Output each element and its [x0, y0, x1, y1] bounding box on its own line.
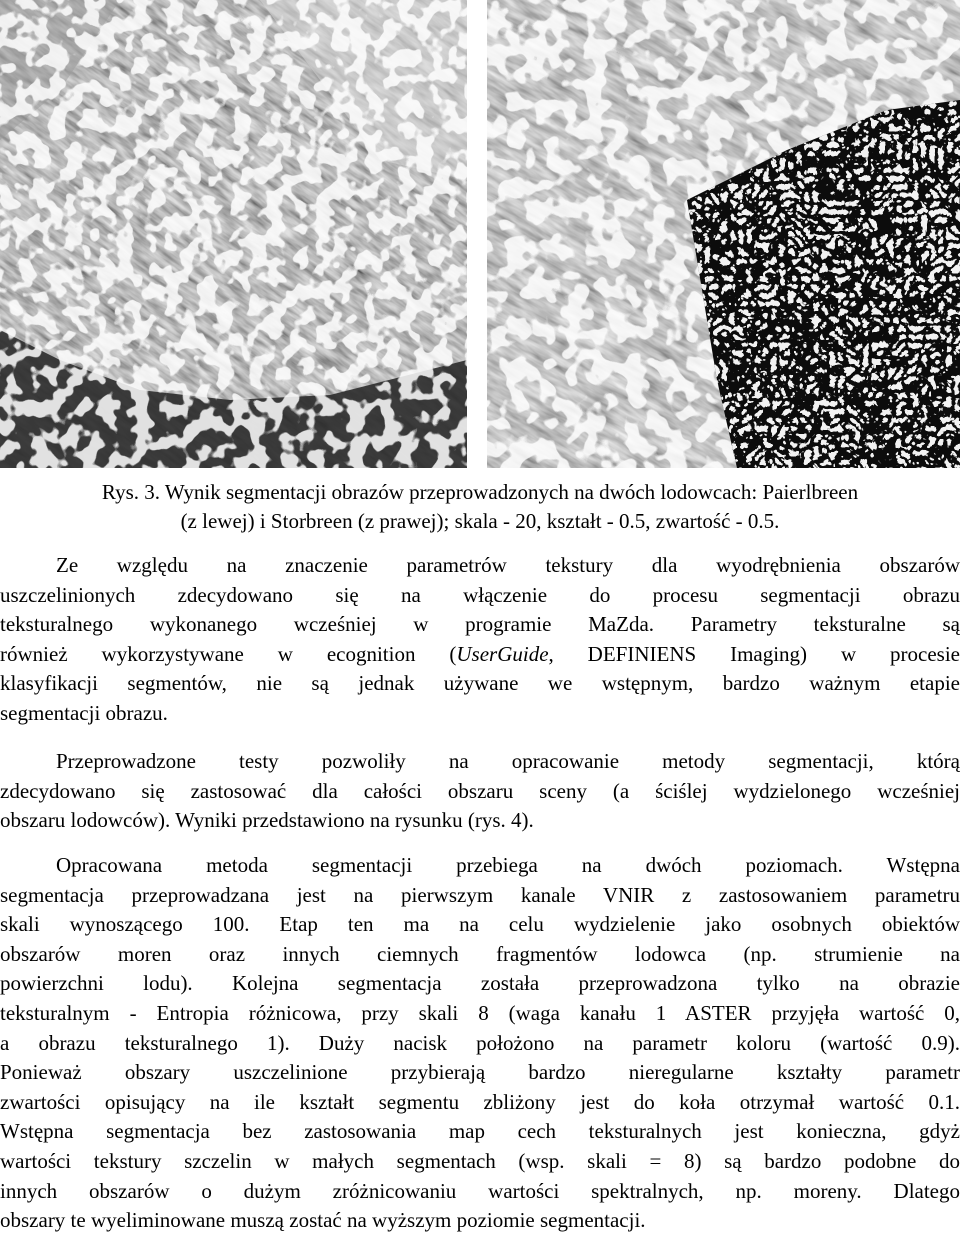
- paragraph-line: teksturalnym - Entropia różnicowa, przy skali 8 (waga kanału 1 ASTER przyjęła wartość 0,: [0, 1000, 960, 1025]
- paragraph-line: skali wynoszącego 100. Etap ten ma na celu wydzielenie jako osobnych obiektów: [0, 912, 960, 937]
- paragraph-line: Ponieważ obszary uszczelinione przybierają bardzo nieregularne kształty parametr: [0, 1060, 960, 1085]
- paragraph-line: uszczelinionych zdecydowano się na włączenie do procesu segmentacji obrazu: [0, 582, 960, 607]
- figure-caption-line-2: (z lewej) i Storbreen (z prawej); skala - 20, kształt - 0.5, zwartość - 0.5.: [180, 509, 780, 533]
- paragraph-1: [0, 551, 960, 729]
- italic-term: UserGuide: [456, 641, 549, 666]
- segmentation-image-right: [487, 0, 960, 468]
- paragraph-line: zwartości opisujący na ile kształt segmentu zbliżony jest do koła otrzymał wartość 0.1.: [0, 1089, 960, 1114]
- paragraph-line: obszaru lodowców). Wyniki przedstawiono na rysunku (rys. 4).: [0, 808, 534, 833]
- paragraph-line: obszary te wyeliminowane muszą zostać na wyższym poziomie segmentacji.: [0, 1208, 646, 1233]
- paragraph-line: segmentacji obrazu.: [0, 700, 168, 725]
- paragraph-line: innych obszarów o dużym zróżnicowaniu wartości spektralnych, np. moreny. Dlatego: [0, 1178, 960, 1203]
- paragraph-line: klasyfikacji segmentów, nie są jednak używane we wstępnym, bardzo ważnym etapie: [0, 671, 960, 696]
- paragraph-line: zdecydowano się zastosować dla całości obszaru sceny (a ściślej wydzielonego wcześniej: [0, 778, 960, 803]
- paragraph-line: a obrazu teksturalnego 1). Duży nacisk położono na parametr koloru (wartość 0.9).: [0, 1030, 960, 1055]
- segmentation-image-left: [0, 0, 467, 468]
- paragraph-line: wartości tekstury szczelin w małych segmentach (wsp. skali = 8) są bardzo podobne do: [0, 1148, 960, 1173]
- paragraph-line: również wykorzystywane w ecognition (UserGuide, DEFINIENS Imaging) w procesie: [0, 641, 960, 666]
- paragraph-line: obszarów moren oraz innych ciemnych fragmentów lodowca (np. strumienie na: [0, 941, 960, 966]
- paragraph-line: powierzchni lodu). Kolejna segmentacja została przeprowadzona tylko na obrazie: [0, 971, 960, 996]
- paragraph-line: teksturalnego wykonanego wcześniej w programie MaZda. Parametry teksturalne są: [0, 612, 960, 637]
- paragraph-line: segmentacja przeprowadzana jest na pierwszym kanale VNIR z zastosowaniem parametru: [0, 882, 960, 907]
- paragraph-line: Przeprowadzone testy pozwoliły na opracowanie metody segmentacji, którą: [56, 749, 960, 773]
- segmentation-image-left-graphic: [0, 0, 467, 468]
- figure-caption-line-1: Rys. 3. Wynik segmentacji obrazów przeprowadzonych na dwóch lodowcach: Paierlbreen: [101, 480, 859, 504]
- paragraph-line: Opracowana metoda segmentacji przebiega na dwóch poziomach. Wstępna: [56, 853, 960, 877]
- segmentation-image-right-graphic: [487, 0, 960, 468]
- paragraph-line: Ze względu na znaczenie parametrów tekstury dla wyodrębnienia obszarów: [56, 553, 960, 577]
- paragraph-line: Wstępna segmentacja bez zastosowania map cech teksturalnych jest konieczna, gdyż: [0, 1119, 960, 1144]
- paragraph-3: [0, 851, 960, 1236]
- paragraph-2: [0, 747, 960, 836]
